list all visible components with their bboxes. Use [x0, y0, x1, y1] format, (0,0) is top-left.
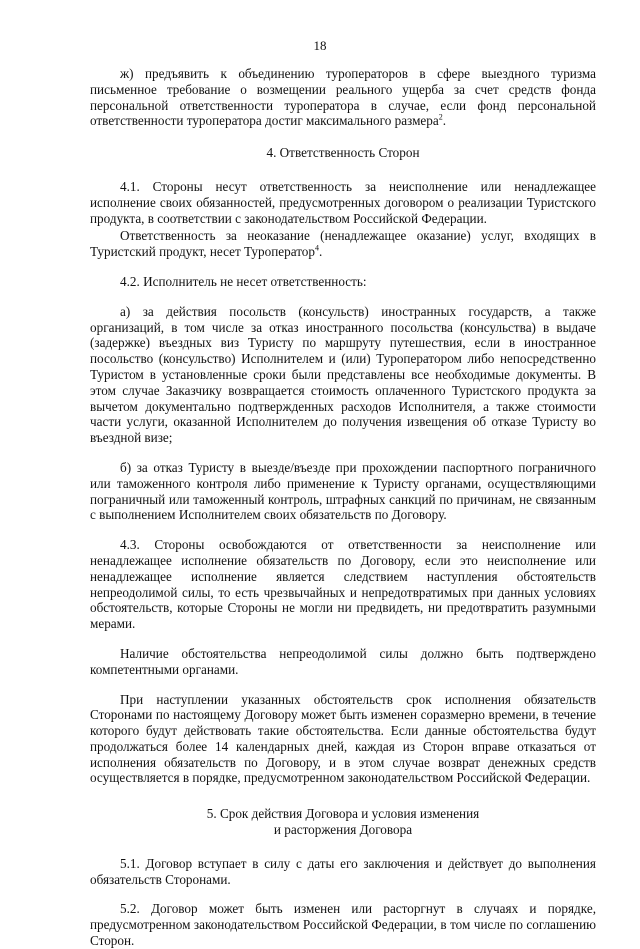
paragraph-4-2-b: б) за отказ Туристу в выезде/въезде при прохождении паспортного пограничного или таможенного контроля либо применение к Туристу органами, осуществляющими пограничный или таможенный контроль, штрафных санкций по причинам, не связанным с выполнением Исполнителем своих обязательств по Договору. — [90, 459, 596, 523]
section-4-title: 4. Ответственность Сторон — [266, 145, 420, 161]
paragraph-zh: ж) предъявить к объединению туроператоров в сфере выездного туризма письменное требование о возмещении реального ущерба за счет средств фонда персональной ответственности туроператора в случае, если фонд персональной ответственности туроператора достиг максимального размера$^2$. — [90, 66, 596, 129]
paragraph-5-2: 5.2. Договор может быть изменен или расторгнут в случаях и порядке, предусмотренном законодательством Российской Федерации, в том числе по соглашению Сторон. — [90, 901, 596, 949]
paragraph-4-3-b: Наличие обстоятельства непреодолимой силы должно быть подтверждено компетентными органами. — [90, 645, 596, 677]
section-5-title-line-2: и расторжения Договора — [273, 822, 413, 838]
footnote-ref-4: 4 — [315, 243, 319, 253]
paragraph-zh-text: ж) предъявить к объединению туроператоров в сфере выездного туризма письменное требование о возмещении реального ущерба за счет средств фонда персональной ответственности туроператора в случае, если фонд персональной ответственности туроператора достиг максимального размера — [90, 66, 596, 129]
paragraph-4-1: 4.1. Стороны несут ответственность за неисполнение или ненадлежащее исполнение своих обязанностей, предусмотренных договором о реализации Туристского продукта, в соответствии с законодательством Российской Федерации. — [90, 178, 596, 226]
paragraph-4-1-b: Ответственность за неоказание (ненадлежащее оказание) услуг, входящих в Туристский продукт, несет Туроператор$^4$. — [90, 228, 596, 260]
paragraph-4-2-a: а) за действия посольств (консульств) иностранных государств, а также организаций, в том числе за отказ иностранного посольства (консульства) в выдаче (задержке) въездных виз Туристу по маршруту путешествия, если в иностранное посольство (консульство) Исполнителем и (или) Туроператором либо непосредственно Туристом в установленные сроки были представлены все необходимые документы. В этом случае Заказчику возвращается стоимость оплаченного Туристского продукта за вычетом документально подтвержденных расходов Исполнителя, а также стоимости части услуги, оказанной Исполнителем до получения извещения об отказе Туристу во въездной визе; — [90, 303, 596, 446]
paragraph-5-1: 5.1. Договор вступает в силу с даты его заключения и действует до выполнения обязательств Сторонами. — [90, 855, 596, 887]
paragraph-4-2: 4.2. Исполнитель не несет ответственность: — [120, 273, 367, 289]
page-number: 18 — [313, 38, 327, 53]
section-5-title — [90, 806, 596, 838]
paragraph-4-1-b-text: Ответственность за неоказание (ненадлежащее оказание) услуг, входящих в Туристский продукт, несет Туроператор — [90, 228, 596, 260]
footnote-ref-2: 2 — [438, 113, 443, 122]
paragraph-4-3-c: При наступлении указанных обстоятельств срок исполнения обязательств Сторонами по настоящему Договору может быть изменен соразмерно времени, в течение которого будут действовать такие обстоятельства. Если данные обстоятельства будут продолжаться более 14 календарных дней, каждая из Сторон вправе отказаться от исполнения обязательств по Договору, и в этом случае возврат денежных средств осуществляется в порядке, предусмотренном законодательством Российской Федерации. — [90, 691, 596, 786]
section-5-title-line-1: 5. Срок действия Договора и условия изменения — [206, 806, 480, 822]
paragraph-4-3: 4.3. Стороны освобождаются от ответственности за неисполнение или ненадлежащее исполнение обязательств по Договору, если это неисполнение или ненадлежащее исполнение является следствием наступления обстоятельств непреодолимой силы, то есть чрезвычайных и непредотвратимых при данных условиях обстоятельств, которые Стороны не могли ни предвидеть, ни предотвратить разумными мерами. — [90, 537, 596, 632]
document-body — [90, 66, 596, 949]
